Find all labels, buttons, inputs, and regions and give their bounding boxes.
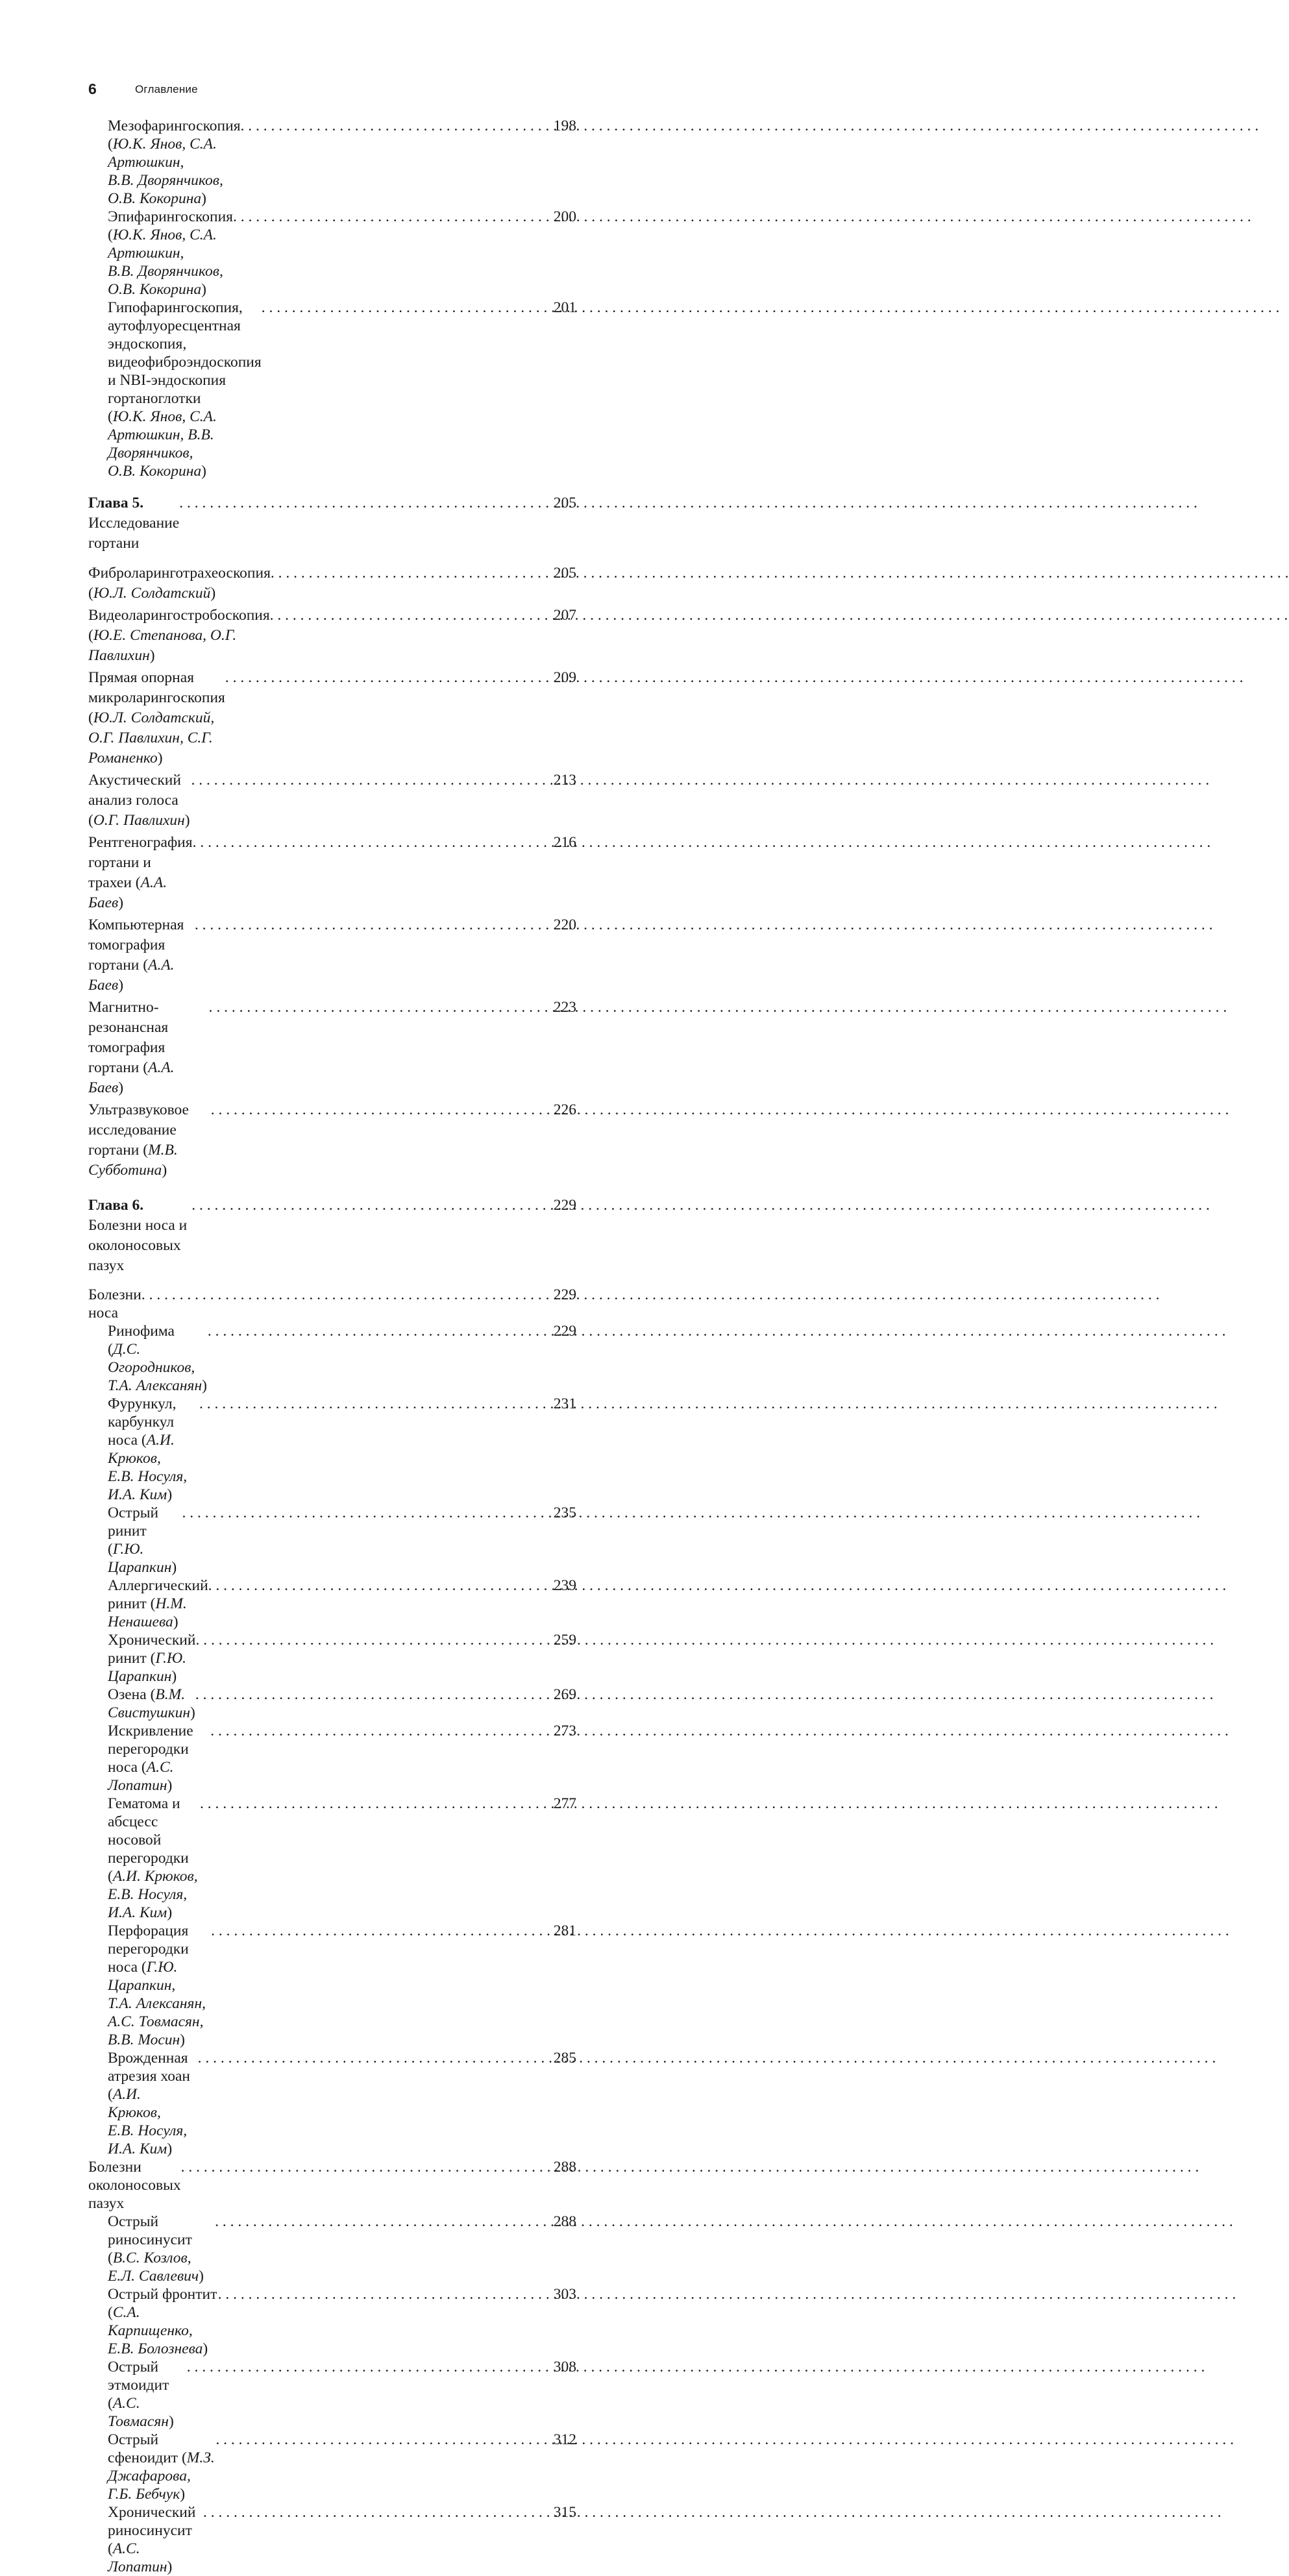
leader-dots [233,208,550,226]
leader-dots [195,1686,550,1704]
leader-dots [241,117,550,135]
toc-entry[interactable]: Фиброларинготрахеоскопия (Ю.Л. Солдатский) . . . 205 [88,563,576,604]
page-ref: 213 [553,772,576,789]
leader-dots [215,2213,550,2231]
leader-dots [181,2158,550,2176]
page-ref: 229 [553,1323,576,1340]
page-ref: 303 [553,2286,576,2303]
leader-dots [179,493,550,513]
page-ref: 207 [553,607,576,624]
toc-entry[interactable]: Болезни носа . . . 229 [88,1286,576,1322]
leader-dots [208,1322,550,1340]
page-ref: 288 [553,2213,576,2230]
page-ref: 281 [553,1922,576,1939]
toc-entry[interactable]: Острый фронтит (С.А. Карпищенко, Е.В. Болознева) . . . 303 [88,2285,576,2358]
toc-entry[interactable]: Болезни околоносовых пазух . . . 288 [88,2158,576,2213]
section-title: Оглавление [135,83,198,95]
leader-dots [182,1504,549,1522]
toc-entry[interactable]: Острый сфеноидит (М.З. Джафарова, Г.Б. Бебчук) . . . 312 [88,2431,576,2503]
page-ref: 226 [553,1101,576,1118]
toc-entry[interactable]: Перфорация перегородки носа (Г.Ю. Царапкин, Т.А. Алексанян, А.С. Товмасян, В.В. Мосин) . . . 281 [88,1922,576,2049]
page-ref: 315 [553,2504,576,2521]
leader-dots [211,1922,550,1940]
leader-dots [193,833,550,853]
toc-entry[interactable]: Ультразвуковое исследование гортани (М.В. Субботина) . . . 226 [88,1100,576,1181]
page-ref: 277 [553,1795,576,1812]
chapter-heading[interactable]: Глава 6. Болезни носа и околоносовых пазух . . . 229 [88,1196,576,1276]
toc-entry[interactable]: Озена (В.М. Свистушкин) . . . 269 [88,1686,576,1722]
toc-entry[interactable]: Хронический ринит (Г.Ю. Царапкин) . . . 259 [88,1631,576,1686]
page-ref: 269 [553,1686,576,1703]
page-ref: 229 [553,1286,576,1303]
leader-dots [191,770,549,791]
leader-dots [200,1795,550,1813]
toc-entry[interactable]: Видеоларингостробоскопия (Ю.Е. Степанова, О.Г. Павлихин) . . . 207 [88,606,576,666]
page-ref: 198 [553,117,576,134]
page-ref: 229 [553,1197,576,1214]
toc-entry[interactable]: Прямая опорная микроларингоскопия (Ю.Л. Солдатский, О.Г. Павлихин, С.Г. Романенко) . . . 209 [88,668,576,768]
page-ref: 205 [553,565,576,582]
page-ref: 308 [553,2359,576,2375]
leader-dots [211,1100,550,1120]
leader-dots [199,1395,550,1413]
page-ref: 220 [553,916,576,933]
toc-entry[interactable]: Острый риносинусит (В.С. Козлов, Е.Л. Савлевич) . . . 288 [88,2213,576,2285]
page-ref: 285 [553,2050,576,2067]
page-number: 6 [88,80,97,97]
toc-entry[interactable]: Острый ринит (Г.Ю. Царапкин) . . . 235 [88,1504,576,1576]
leader-dots [208,1576,550,1595]
leader-dots [191,1196,550,1216]
page-ref: 200 [553,208,576,225]
page-ref: 312 [553,2431,576,2448]
leader-dots [195,1631,549,1649]
leader-dots [271,563,550,583]
page-ref: 205 [553,495,576,511]
page-ref: 235 [553,1504,576,1521]
page-ref: 273 [553,1723,576,1739]
toc-entry[interactable]: Мезофарингоскопия (Ю.К. Янов, С.А. Артюшкин, В.В. Дворянчиков, О.В. Кокорина) . . . 198 [88,117,576,208]
leader-dots [195,915,550,935]
leader-dots [262,299,550,317]
toc-entry[interactable]: Гипофарингоскопия, аутофлуоресцентная эндоскопия, видеофиброэндоскопия и NBI-эндоскопия гортаноглотки (Ю.К. Янов, С.А. Артюшкин, В.В. Дворянчиков, О.В. Кокорина) . . . 201 [88,299,576,480]
table-of-contents [88,117,576,2576]
toc-entry[interactable]: Акустический анализ голоса (О.Г. Павлихин) . . . 213 [88,770,576,831]
toc-entry[interactable]: Аллергический ринит (Н.М. Ненашева) . . . 239 [88,1576,576,1631]
page-ref: 288 [553,2159,576,2176]
page-ref: 201 [553,299,576,316]
leader-dots [218,2285,550,2303]
toc-entry[interactable]: Искривление перегородки носа (А.С. Лопатин) . . . 273 [88,1722,576,1795]
toc-entry[interactable]: Рентгенография гортани и трахеи (А.А. Баев) . . . 216 [88,833,576,913]
leader-dots [187,2358,550,2376]
page-ref: 216 [553,834,576,851]
page-ref: 209 [553,669,576,686]
toc-entry[interactable]: Эпифарингоскопия (Ю.К. Янов, С.А. Артюшкин, В.В. Дворянчиков, О.В. Кокорина) . . . 200 [88,208,576,299]
toc-entry[interactable]: Компьютерная томография гортани (А.А. Баев) . . . 220 [88,915,576,996]
toc-entry[interactable]: Острый этмоидит (А.С. Товмасян) . . . 308 [88,2358,576,2431]
toc-entry[interactable]: Врожденная атрезия хоан (А.И. Крюков, Е.В. Носуля, И.А. Ким) . . . 285 [88,2049,576,2158]
toc-entry[interactable]: Хронический риносинусит (А.С. Лопатин) . . . 315 [88,2503,576,2576]
toc-entry[interactable]: Гематома и абсцесс носовой перегородки (А.И. Крюков, Е.В. Носуля, И.А. Ким) . . . 277 [88,1795,576,1922]
toc-entry[interactable]: Ринофима (Д.С. Огородников, Т.А. Алексанян) . . . 229 [88,1322,576,1395]
page-ref: 239 [553,1577,576,1594]
page-ref: 223 [553,999,576,1016]
page-ref: 231 [553,1395,576,1412]
leader-dots [209,998,550,1018]
page-ref: 259 [553,1632,576,1649]
leader-dots [141,1286,550,1304]
leader-dots [215,2431,549,2449]
leader-dots [270,606,550,626]
toc-entry[interactable]: Магнитно-резонансная томография гортани (А.А. Баев) . . . 223 [88,998,576,1098]
leader-dots [225,668,550,688]
leader-dots [198,2049,550,2067]
leader-dots [210,1722,550,1740]
leader-dots [203,2503,550,2521]
toc-entry[interactable]: Фурункул, карбункул носа (А.И. Крюков, Е.В. Носуля, И.А. Ким) . . . 231 [88,1395,576,1504]
chapter-heading[interactable]: Глава 5. Исследование гортани . . . 205 [88,493,576,554]
